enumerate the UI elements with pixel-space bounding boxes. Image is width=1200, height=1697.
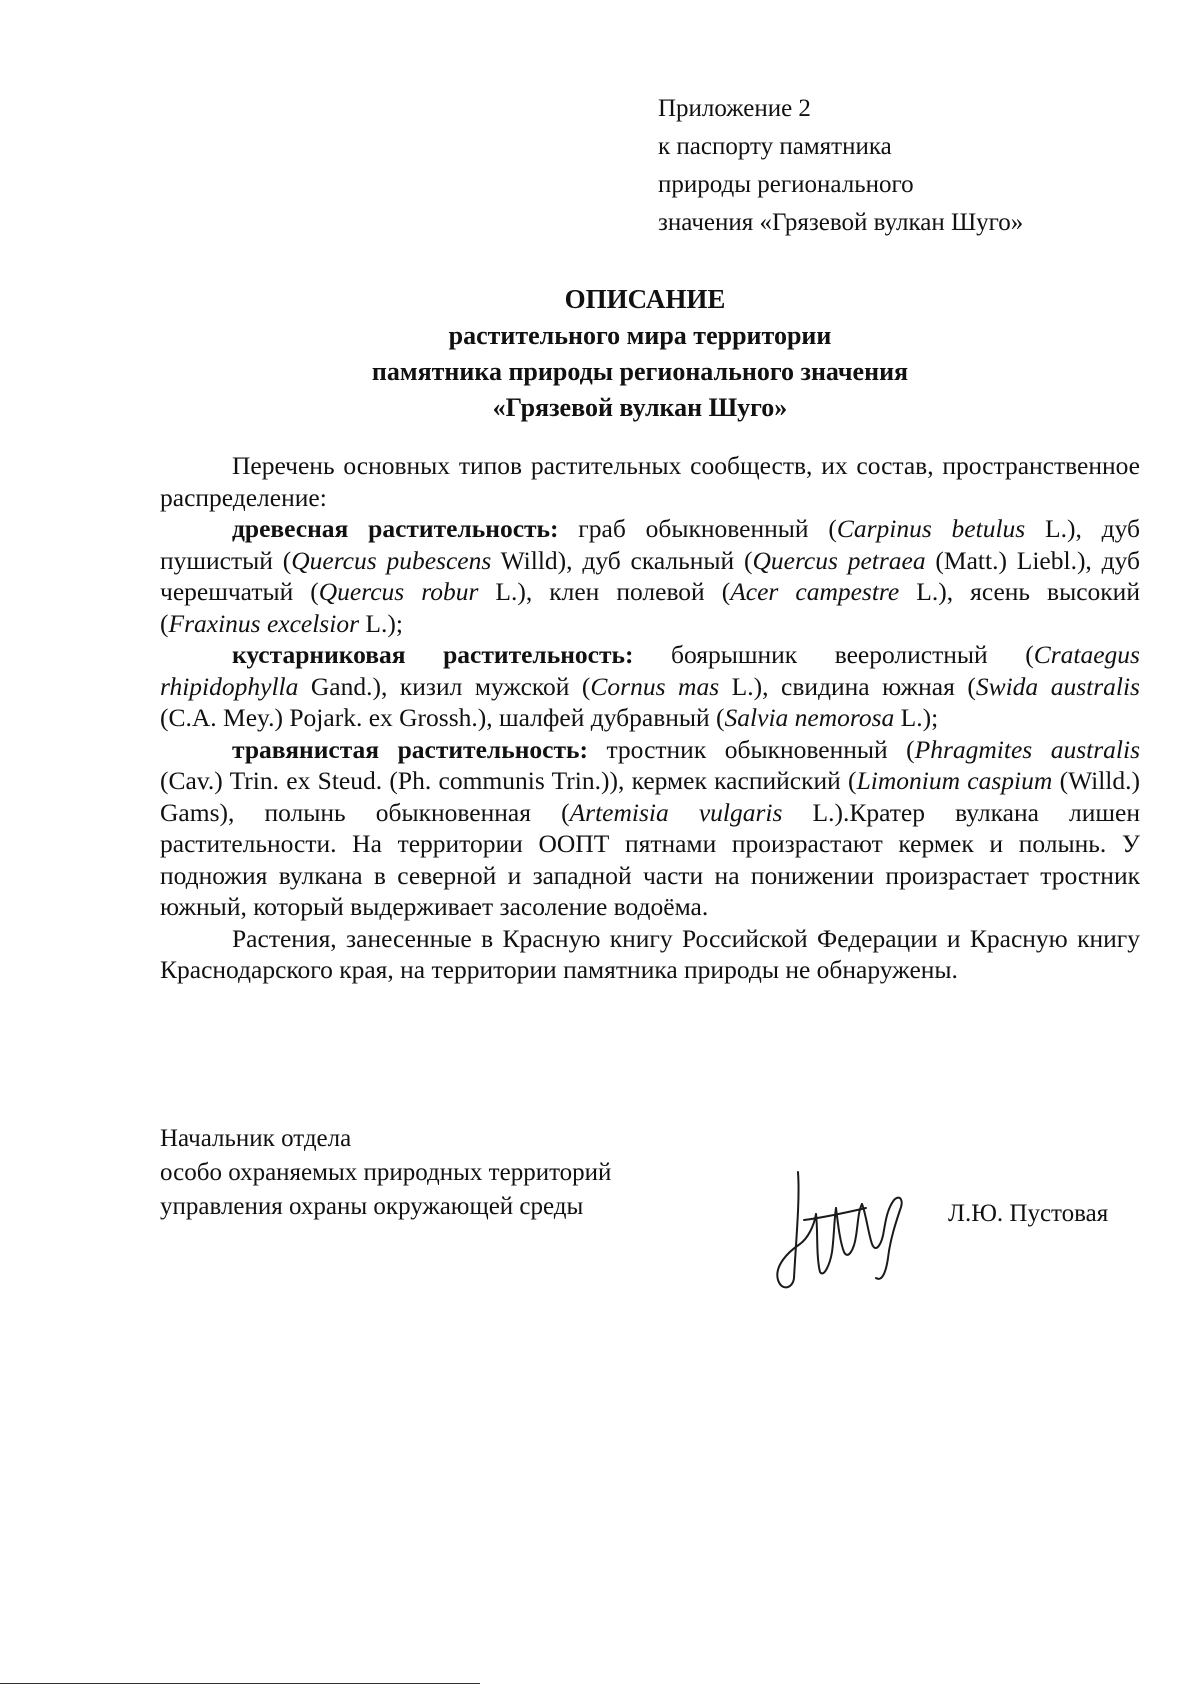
woody-text-5: L.), клен полевой ( [478,577,731,606]
woody-text-1: граб обыкновенный ( [558,514,837,543]
document-body [160,450,1140,986]
herb-paragraph [160,734,1140,923]
herb-species-2: Limonium caspium [856,766,1053,795]
herb-text-4: L.).Кратер вулкана лишен растительности. На территории ООПТ пятнами произрастают кермек и полынь. У подножия вулкана в северной и западной части на понижении произрастает тростник южный, который выдерживает засоление водоёма. [160,797,1140,921]
woody-species-5: Acer campestre [730,577,900,606]
signatory-line-3: управления охраны окружающей среды [160,1193,584,1220]
shrub-text-2: Gand.), кизил мужской ( [298,671,591,701]
woody-text-2: L.), дуб пушистый ( [160,514,1140,575]
shrub-species-2: Cornus mas [590,671,720,701]
title-main: ОПИСАНИЕ [564,284,726,314]
woody-text-3: Willd), дуб скальный ( [491,545,753,575]
woody-text-4: (Matt.) Liebl.), дуб черешчатый ( [160,545,1140,606]
woody-species-2: Quercus pubescens [291,545,492,575]
herb-text-2: (Cav.) Trin. ex Steud. (Ph. communis Trin.)), кермек каспийский ( [160,766,857,795]
herb-text-1: тростник обыкновенный ( [587,734,915,764]
shrub-heading: кустарниковая растительность: [232,640,634,669]
appendix-line-4: значения «Грязевой вулкан Шуго» [658,209,1024,236]
appendix-line-1: Приложение 2 [658,95,811,122]
document-title [160,280,1120,426]
woody-species-4: Quercus robur [318,577,479,606]
woody-species-3: Quercus petraea [752,545,926,575]
woody-text-6: L.), ясень высокий ( [160,577,1140,638]
shrub-text-3: L.), свидина южная ( [719,671,976,701]
woody-paragraph [160,513,1140,639]
shrub-species-3: Swida australis [975,671,1140,701]
title-line-2: памятника природы регионального значения [371,357,909,386]
signatory-line-1: Начальник отдела [160,1125,352,1152]
woody-text-7: L.); [359,608,403,638]
herb-heading: травянистая растительность: [232,734,588,764]
shrub-text-5: L.); [894,703,939,732]
woody-species-1: Carpinus betulus [836,514,1026,543]
shrub-species-4: Salvia nemorosa [724,703,895,732]
signatory-line-2: особо охраняемых природных территорий [160,1159,612,1186]
herb-text-3: (Willd.) Gams), полынь обыкновенная ( [160,766,1140,827]
bottom-divider [0,1683,480,1684]
woody-species-6: Fraxinus excelsior [168,608,359,638]
shrub-paragraph [160,639,1140,734]
signatory-position [160,1122,760,1224]
woody-heading: древесная растительность: [232,514,559,543]
title-line-1: растительного мира территории [448,321,832,350]
handwritten-signature [770,1160,920,1300]
herb-species-3: Artemisia vulgaris [569,797,783,827]
shrub-species-1: Crataegus rhipidophylla [160,640,1140,701]
red-book-paragraph: Растения, занесенные в Красную книгу Российской Федерации и Красную книгу Краснодарского края, на территории памятника природы не обнаружены. [160,923,1140,984]
appendix-line-2: к паспорту памятника [658,133,892,160]
title-line-3: «Грязевой вулкан Шуго» [492,393,788,422]
shrub-text-1: боярышник вееролистный ( [633,640,1034,669]
intro-paragraph: Перечень основных типов растительных сообществ, их состав, пространственное распределение: [160,451,1140,512]
appendix-header [658,90,1098,242]
appendix-line-3: природы регионального [658,171,914,198]
shrub-text-4: (C.A. Mey.) Pojark. ex Grossh.), шалфей дубравный ( [160,703,725,732]
signer-name: Л.Ю. Пустовая [948,1200,1109,1227]
herb-species-1: Phragmites australis [914,734,1140,764]
